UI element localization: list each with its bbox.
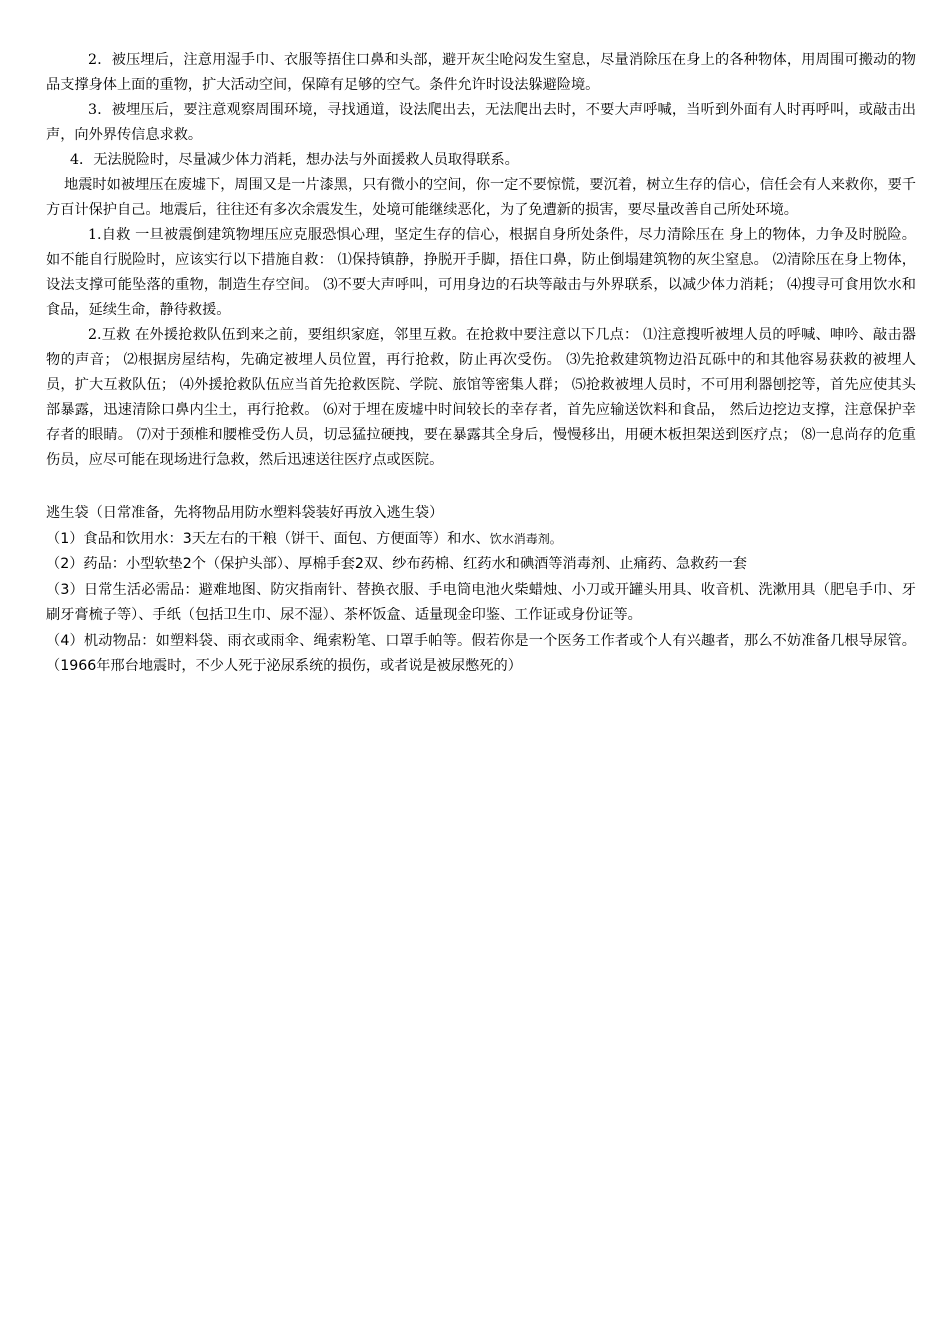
paragraph-observe-surroundings: 3．被埋压后，要注意观察周围环境，寻找通道，设法爬出去，无法爬出去时，不要大声呼喊，当听到外面有人时再呼叫，或敲击出声，向外界传信息求救。	[46, 102, 916, 143]
escape-bag-item-food-note: 饮水消毒剂。	[489, 531, 562, 546]
escape-bag-item-food-text: （1）食品和饮用水：3天左右的干粮（饼干、面包、方便面等）和水、	[46, 530, 490, 547]
escape-bag-item-daily-necessities: （3）日常生活必需品：避难地图、防灾指南针、替换衣服、手电筒电池火柴蜡烛、小刀或开罐头用具、收音机、洗漱用具（肥皂手巾、牙刷牙膏梳子等）、手纸（包括卫生巾、尿不湿）、茶杯饭盒、适量现金印鉴、工作证或身份证等。	[46, 581, 916, 623]
paragraph-self-rescue: 1.自救 一旦被震倒建筑物埋压应克服恐惧心理，坚定生存的信心，根据自身所处条件，尽力清除压在 身上的物体，力争及时脱险。如不能自行脱险时，应该实行以下措施自救： ⑴保持镇静，挣脱开手脚，捂住口鼻，防止倒塌建筑物的灰尘窒息。 ⑵清除压在身上物体，设法支撑可能坠落的重物，制造生存空间。 ⑶不要大声呼叫，可用身边的石块等敲击与外界联系，以减少体力消耗； ⑷搜寻可食用饮水和食品，延续生命，静待救援。	[46, 227, 916, 318]
escape-bag-title: 逃生袋（日常准备，先将物品用防水塑料袋装好再放入逃生袋）	[46, 505, 444, 521]
paragraph-protect-breathing: 2．被压埋后，注意用湿手巾、衣服等捂住口鼻和头部，避开灰尘呛闷发生窒息，尽量消除压在身上的各种物体，用周围可搬动的物品支撑身体上面的重物，扩大活动空间，保障有足够的空气。条件允许时设法躲避险境。	[46, 52, 916, 93]
document-page	[46, 48, 916, 680]
paragraph-mutual-rescue: 2.互救 在外援抢救队伍到来之前，要组织家庭，邻里互救。在抢救中要注意以下几点： ⑴注意搜听被埋人员的呼喊、呻吟、敲击器物的声音； ⑵根据房屋结构，先确定被埋人员位置，再行抢救，防止再次受伤。 ⑶先抢救建筑物边沿瓦砾中的和其他容易获救的被埋人员，扩大互救队伍； ⑷外援抢救队伍应当首先抢救医院、学院、旅馆等密集人群； ⑸抢救被埋人员时，不可用利器刨挖等，首先应使其头部暴露，迅速清除口鼻内尘土，再行抢救。 ⑹对于埋在废墟中时间较长的幸存者，首先应输送饮料和食品， 然后边挖边支撑，注意保护幸存者的眼睛。 ⑺对于颈椎和腰椎受伤人员，切忌猛拉硬拽，要在暴露其全身后，慢慢移出，用硬木板担架送到医疗点； ⑻一息尚存的危重伤员，应尽可能在现场进行急救，然后迅速送往医疗点或医院。	[46, 327, 916, 468]
escape-bag-section	[46, 501, 916, 680]
section-spacer	[46, 473, 916, 501]
escape-bag-item-food	[46, 527, 916, 553]
paragraph-conserve-energy: 4．无法脱险时，尽量减少体力消耗，想办法与外面援救人员取得联系。	[70, 152, 519, 168]
escape-bag-item-mobile-supplies: （4）机动物品：如塑料袋、雨衣或雨伞、绳索粉笔、口罩手帕等。假若你是一个医务工作者或个人有兴趣者，那么不妨准备几根导尿管。（1966年邢台地震时，不少人死于泌尿系统的损伤，或者说是被尿憋死的）	[46, 632, 916, 674]
escape-bag-item-medicine: （2）药品：小型软垫2个（保护头部）、厚棉手套2双、纱布药棉、红药水和碘酒等消毒剂、止痛药、急救药一套	[46, 556, 747, 572]
paragraph-buried-intro: 地震时如被埋压在废墟下，周围又是一片漆黑，只有微小的空间，你一定不要惊慌，要沉着，树立生存的信心，信任会有人来救你，要千方百计保护自己。地震后，往往还有多次余震发生，处境可能继续恶化，为了免遭新的损害，要尽量改善自己所处环境。	[46, 177, 916, 218]
